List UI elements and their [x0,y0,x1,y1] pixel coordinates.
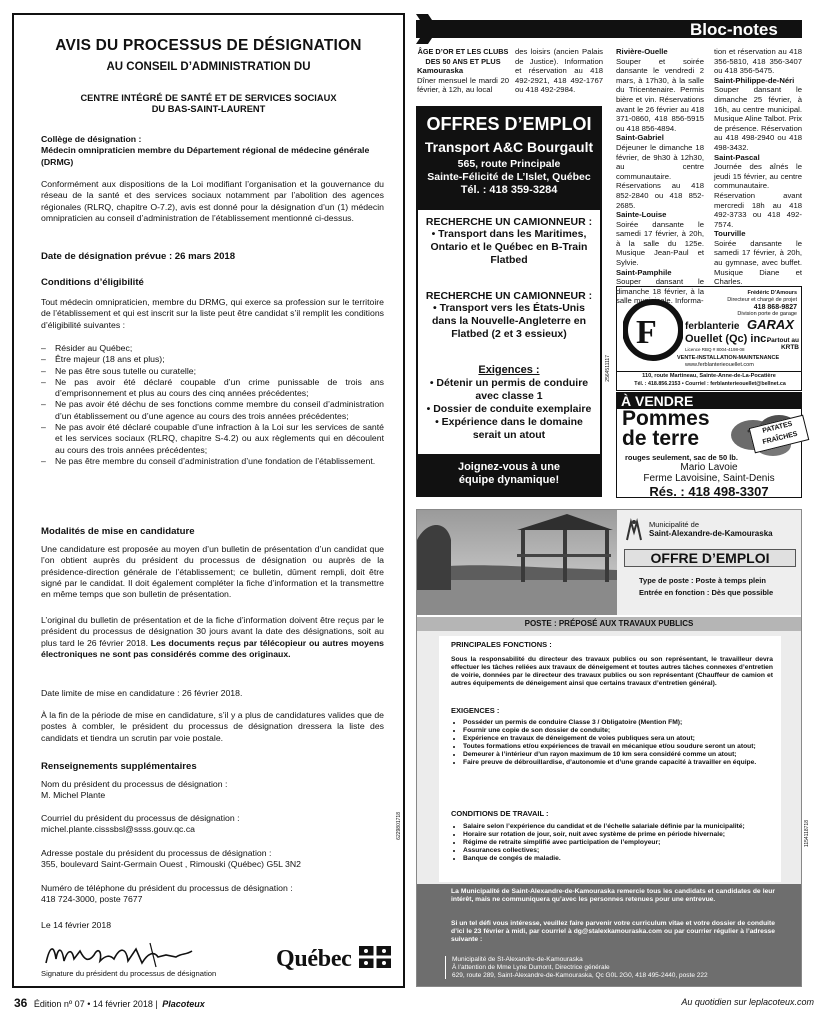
event-text: tion et réservation au 418 356-5810, 418 356-3407 ou 418 356-5475. [714,47,802,76]
quebec-wordmark: Québec [276,946,352,972]
seller-phone: Rés. : 418 498-3307 [649,484,769,499]
entree-fonction: Entrée en fonction : Dès que possible [639,588,774,597]
nom-block [41,779,227,802]
club-heading: ÂGE D’OR ET LES CLUBS DES 50 ANS ET PLUS [417,47,509,66]
poste-bar: POSTE : PRÉPOSÉ AUX TRAVAUX PUBLICS [417,617,801,631]
garax-brand: GARAX [747,317,794,332]
condition-item: • Horaire sur rotation de jour, soir, nuit avec système de prime en période hivernale; [463,831,763,839]
services-line: VENTE-INSTALLATION-MAINTENANCE [677,355,780,361]
avis-designation [12,13,405,988]
condition-item: – Ne pas avoir été déclaré coupable d’un crime punissable de trois ans d’emprisonnement et plus au cours des cinq années précédentes; [41,377,384,400]
avis-subtitle: AU CONSEIL D’ADMINISTRATION DU [106,61,311,73]
municipalite-logo-icon [623,518,645,542]
college-block [41,134,381,168]
municipalite-side-code: 1154118718 [804,820,810,848]
club-place: Kamouraska [417,66,464,76]
offres-company: Transport A&C Bourgault [424,139,594,155]
offres-emploi-ad [416,106,602,497]
exigence-item: • Fournir une copie de son dossier de conduite; [463,727,763,735]
exigences-title: EXIGENCES : [451,706,500,715]
event-place: Rivière-Ouelle [616,47,668,56]
recherche-2-head: RECHERCHE UN CAMIONNEUR : [425,290,593,302]
offres-header [418,108,600,210]
quebec-logo [276,946,391,973]
website: www.ferblanterieouellet.com [685,362,754,368]
org-line-1: CENTRE INTÉGRÉ DE SANTÉ ET DE SERVICES SOCIAUX [80,93,337,103]
licence-rbq: Licence RBQ # 8004-4198-08 [685,347,745,352]
exigences [420,364,598,442]
exigence-item: • Détenir un permis de conduire avec classe 1 [429,377,589,402]
recherche-1-head: RECHERCHE UN CAMIONNEUR : [425,216,593,228]
condition-item: – Résider au Québec; [41,343,384,354]
offres-cta-bar [418,454,600,495]
exigence-item: • Expérience dans le domaine serait un atout [435,416,583,441]
condition-item: – Ne pas avoir été déclaré coupable d’une infraction à la Loi sur les services de santé et les services sociaux (RLRQ, chapitre S-4.2) ou aux règlements qui en découlent au cours des trois années précédentes; [41,422,384,456]
renseignements-title: Renseignements supplémentaires [41,761,197,772]
offres-side-code: 2564511117 [605,355,611,382]
a-vendre-ad [616,392,802,498]
modalites-p2 [41,615,384,660]
address-line-2: À l’attention de Mme Lyne Dumont, Directrice générale [452,963,610,971]
date-prevue: Date de désignation prévue : 26 mars 2018 [41,251,236,262]
address-line-1: Municipalité de St-Alexandre-de-Kamouraska [452,956,583,963]
exigence-item: • Demeurer à l’intérieur d’un rayon maximum de 10 km sera considéré comme un atout; [463,751,763,759]
event-text: Journée des aînés le jeudi 15 février, au centre communautaire. Réservation avant mercredi 18h au 418 492-3733 ou 418 492-7574. [714,162,802,229]
event-item [714,153,802,230]
event-place: Saint-Pamphile [616,267,672,277]
contact-role: Directeur et chargé de projet [727,297,797,303]
telephone-value: 418 724-3000, poste 7677 [41,894,143,905]
adresse-block [41,848,301,871]
adresse-value: 355, boulevard Saint-Germain Ouest , Rimouski (Québec) G5L 3N2 [41,859,301,870]
event-place: Tourville [714,229,746,239]
address-line-3: 629, route 289, Saint-Alexandre-de-Kamouraska, Qc G0L 2G0, 418 495-2440, poste 222 [452,971,708,979]
modalites-p2-bold: Les documents reçus par télécopieur ou autres moyens électroniques ne sont pas considérés comme des originaux. [41,637,384,659]
blocnotes-col-2: des loisirs (ancien Palais de Justice). Information et réservation au 418 492-2921, 418 492-1767 ou 418 492-2984. [515,47,603,95]
blocnotes-col-3 [616,47,704,306]
recherche-1 [420,216,598,267]
event-text: Soirée dansante le samedi 17 février, à 20h, à la salle du 125e. Musique Jean-Paul et Sylvie. [616,219,704,268]
telephone-label: Numéro de téléphone du président du processus de désignation : [41,883,293,893]
event-text: Déjeuner le dimanche 18 février, de 9h30 à 12h30, au centre communautaire. Réservations au 418 852-2840 ou 418 852-2685. [616,142,704,210]
modalites-title: Modalités de mise en candidature [41,526,195,537]
event-item [714,47,802,76]
telephone-block [41,883,293,906]
ferblanterie-address: 110, route Martineau, Sainte-Anne-de-La-Pocatière [642,373,776,379]
municipalite-ad [416,509,802,987]
exigence-item: • Posséder un permis de conduire Classe 3 / Obligatoire (Mention FM); [463,719,763,727]
event-item [714,229,802,287]
offres-title: OFFRES D’EMPLOI [426,114,592,134]
blocnotes-col-1 [417,47,509,95]
ferblanterie-logo-icon [623,297,683,363]
event-item [616,210,704,268]
page-number: 36 [14,996,28,1010]
courriel-label: Courriel du président du processus de désignation : [41,813,240,823]
recherche-2-body: • Transport vers les États-Unis dans la Nouvelle-Angleterre en Flatbed (2 et 3 essieux) [431,302,587,340]
event-place: Saint-Gabriel [616,133,664,143]
modalites-p2-text: L’original du bulletin de présentation et de la fiche d’information doivent être reçus par le président du processus de désignation 30 jours avant la date des désignations, soit au plus tard le 26 février 2018. [41,615,384,648]
offres-address-2: Sainte-Félicité de L’Islet, Québec [427,171,591,183]
defi-text: Si un tel défi vous intéresse, veuillez faire parvenir votre curriculum vitae et votre dossier de conduite d’ici le 23 février à midi, par courriel à dg@stalexkamouraska.com ou par courrier régulier à l’adresse suivante : [451,920,775,943]
modalites-p1: Une candidature est proposée au moyen d’un bulletin de présentation d’un candidat que l’on obtient auprès du président du processus de désignation ou auprès de la présidence-direction générale de l’établissement; ce bulletin, dûment rempli, doit être signé par le candidat. Il doit également compléter la fiche d’information et la transmettre en même temps que son bulletin de présentation. [41,544,384,600]
courriel-value: michel.plante.cisssbsl@ssss.gouv.qc.ca [41,824,195,835]
partout-krtb: Partout au KRTB [766,337,799,351]
avis-organisation [14,93,403,115]
exigence-item: • Faire preuve de débrouillardise, d’autonomie et d’une grande capacité à travailler en équipe. [463,759,763,767]
seller-name: Mario Lavoie [680,462,738,473]
condition-item: – Ne pas avoir été déchu de ses fonctions comme membre du conseil d’administration d’un établissement ou d’une agence au cours des trois années précédentes; [41,399,384,422]
exigences-title: Exigences : [478,364,540,376]
type-poste: Type de poste : Poste à temps plein [639,576,766,585]
ferblanterie-ad [616,286,802,391]
fleur-de-lys-flag-icon [359,946,391,968]
recherche-2 [420,290,598,341]
event-text: Souper dansant le dimanche 18 février, à la salle municipale. Informa- [616,277,704,306]
patates-sticker: PATATES FRAÎCHES [749,415,810,454]
conditions-intro: Tout médecin omnipraticien, membre du DRMG, qui exerce sa profession sur le territoire de l’établissement et qui est inscrit sur la liste peut être candidat s’il remplit les conditions d’éligibilité suivantes : [41,297,384,330]
paper-name: Placoteux [162,999,205,1009]
offres-phone: Tél. : 418 359-3284 [460,184,558,196]
a-vendre-head: À VENDRE [617,393,801,409]
modalites-p3: À la fin de la période de mise en candidature, s’il y a plus de candidatures valides que de postes à combler, le président du processus de désignation dressera la liste des candidats et tiendra un scrutin par voie postale. [41,710,384,743]
contact-phone: 418 868-9827 [753,304,797,311]
product-line-1: Pommes [622,407,710,430]
offre-title: OFFRE D’EMPLOI [624,549,796,567]
date-limite: Date limite de mise en candidature : 26 février 2018. [41,688,243,698]
contact-division: Division porte de garage [737,311,797,317]
fonctions-title: PRINCIPALES FONCTIONS : [451,640,552,649]
event-text: Souper dansant le dimanche 25 février, à 16h, au centre municipal. Musique Aline Talbot. Prix de présence. Réservation au 418 498-2940 ou 418 498-3432. [714,85,802,152]
org-line-2: DU BAS-SAINT-LAURENT [151,104,266,114]
event-text: Soirée dansante le samedi 17 février, à 20h, au gymnase, avec buffet. Musique Diane et Charles. [714,238,802,287]
adresse-label: Adresse postale du président du processus de désignation : [41,848,272,858]
college-value: Médecin omnipraticien membre du Département régional de médecine générale (DRMG) [41,145,370,167]
nom-value: M. Michel Plante [41,790,106,801]
page-footer [14,996,814,1012]
conditions-list [451,823,763,863]
conditions-list [41,343,384,467]
conditions-title: CONDITIONS DE TRAVAIL : [451,809,549,818]
blocnotes-title: Bloc-notes [690,20,778,39]
event-item [616,133,704,210]
signature-caption: Signature du président du processus de désignation [41,969,217,978]
ferblanterie-name-2: Ouellet (Qc) inc. [685,333,770,345]
exigences-list [451,719,763,767]
condition-item: • Salaire selon l’expérience du candidat et de l’échelle salariale définie par la municipalité; [463,823,763,831]
avis-title: AVIS DU PROCESSUS DE DÉSIGNATION [55,37,362,54]
exigence-item: • Expérience en travaux de déneigement de voies publiques sera un atout; [463,735,763,743]
condition-item: • Régime de retraite simplifié avec participation de l’employeur; [463,839,763,847]
mailing-address [445,956,752,979]
event-place: Saint-Philippe-de-Néri [714,75,795,85]
seller-address: Ferme Lavoisine, Saint-Denis [643,473,775,484]
blocnotes-col-4 [714,47,802,287]
svg-text:F: F [636,314,657,351]
nom-label: Nom du président du processus de désignation : [41,779,228,789]
offres-cta: Joignez-vous à une équipe dynamique! [457,461,561,486]
chevron-right-icon [416,14,438,44]
conditions-title: Conditions d’éligibilité [41,277,144,288]
product-detail: rouges seulement, sac de 50 lb. [625,453,738,462]
ferblanterie-name: ferblanterie [685,321,740,332]
condition-item: – Ne pas être membre du conseil d’administration d’une fondation de l’établissement. [41,456,384,467]
contact-name: Frédéric D’Amours [747,290,797,296]
ferblanterie-contact [727,290,797,318]
courriel-block [41,813,240,836]
condition-item: • Assurances collectives; [463,847,763,855]
exigence-item: • Dossier de conduite exemplaire [426,403,592,415]
event-item [616,47,704,133]
offres-address-1: 565, route Principale [457,158,561,170]
event-item [714,76,802,153]
event-place: Saint-Pascal [714,152,760,162]
avis-side-code: 6229801718 [396,812,402,840]
club-text: Dîner mensuel le mardi 20 février, à 12h, au local [417,75,509,95]
recherche-1-body: • Transport dans les Maritimes, Ontario et le Québec en B-Train Flatbed [430,228,588,266]
edition-info: Édition nº 07 • 14 février 2018 | [33,999,158,1009]
intro-paragraph: Conformément aux dispositions de la Loi modifiant l’organisation et la gouvernance du réseau de la santé et des services sociaux notamment par l’abolition des agences régionales (RLRQ, chapitre O-7.2), avis est donné pour la désignation d’un (1) médecin omnipraticien au conseil d’administration de l’établissement mentionné ci-dessus. [41,179,384,223]
municipalite-label: Municipalité de [649,520,700,529]
date-avis: Le 14 février 2018 [41,920,112,930]
fonctions-text: Sous la responsabilité du directeur des travaux publics ou son représentant, le travailleur devra effectuer les tâches reliées aux travaux de déneigement et toutes autres tâches connexes d’entretien de voirie, données par le directeur des travaux publics ou son représentant (Chauffeur de camion et autres équipements de déneigement ainsi que certains travaux d’entretien général). [451,656,773,687]
ferblanterie-contact-line: Tél. : 418.856.2153 • Courriel : ferblanterieouellet@bellnet.ca [634,381,786,387]
event-place: Sainte-Louise [616,210,667,220]
condition-item: • Banque de congés de maladie. [463,855,763,863]
divider [617,371,801,372]
municipalite-name: Saint-Alexandre-de-Kamouraska [649,529,773,538]
merci-text: La Municipalité de Saint-Alexandre-de-Kamouraska remercie tous les candidats et candidates de leur intérêt, mais ne communiquera qu’avec les personnes retenues pour une entrevue. [451,888,775,903]
footer-tagline: Au quotidien sur leplacoteux.com [681,997,814,1007]
event-text: Souper et soirée dansante le vendredi 2 mars, à 17h30, à la salle du Tricentenaire. Permis bière et vin. Réservations avant le 26 février au 418 371-0860, 418 856-5915 ou 418 856-4894. [616,56,704,133]
product-line-2: de terre [622,427,700,450]
college-label: Collège de désignation : [41,134,142,144]
condition-item: – Ne pas être sous tutelle ou curatelle; [41,366,384,377]
exigence-item: • Toutes formations et/ou expériences de travail en mécanique et/ou soudure seront un atout; [463,743,763,751]
condition-item: – Être majeur (18 ans et plus); [41,354,384,365]
